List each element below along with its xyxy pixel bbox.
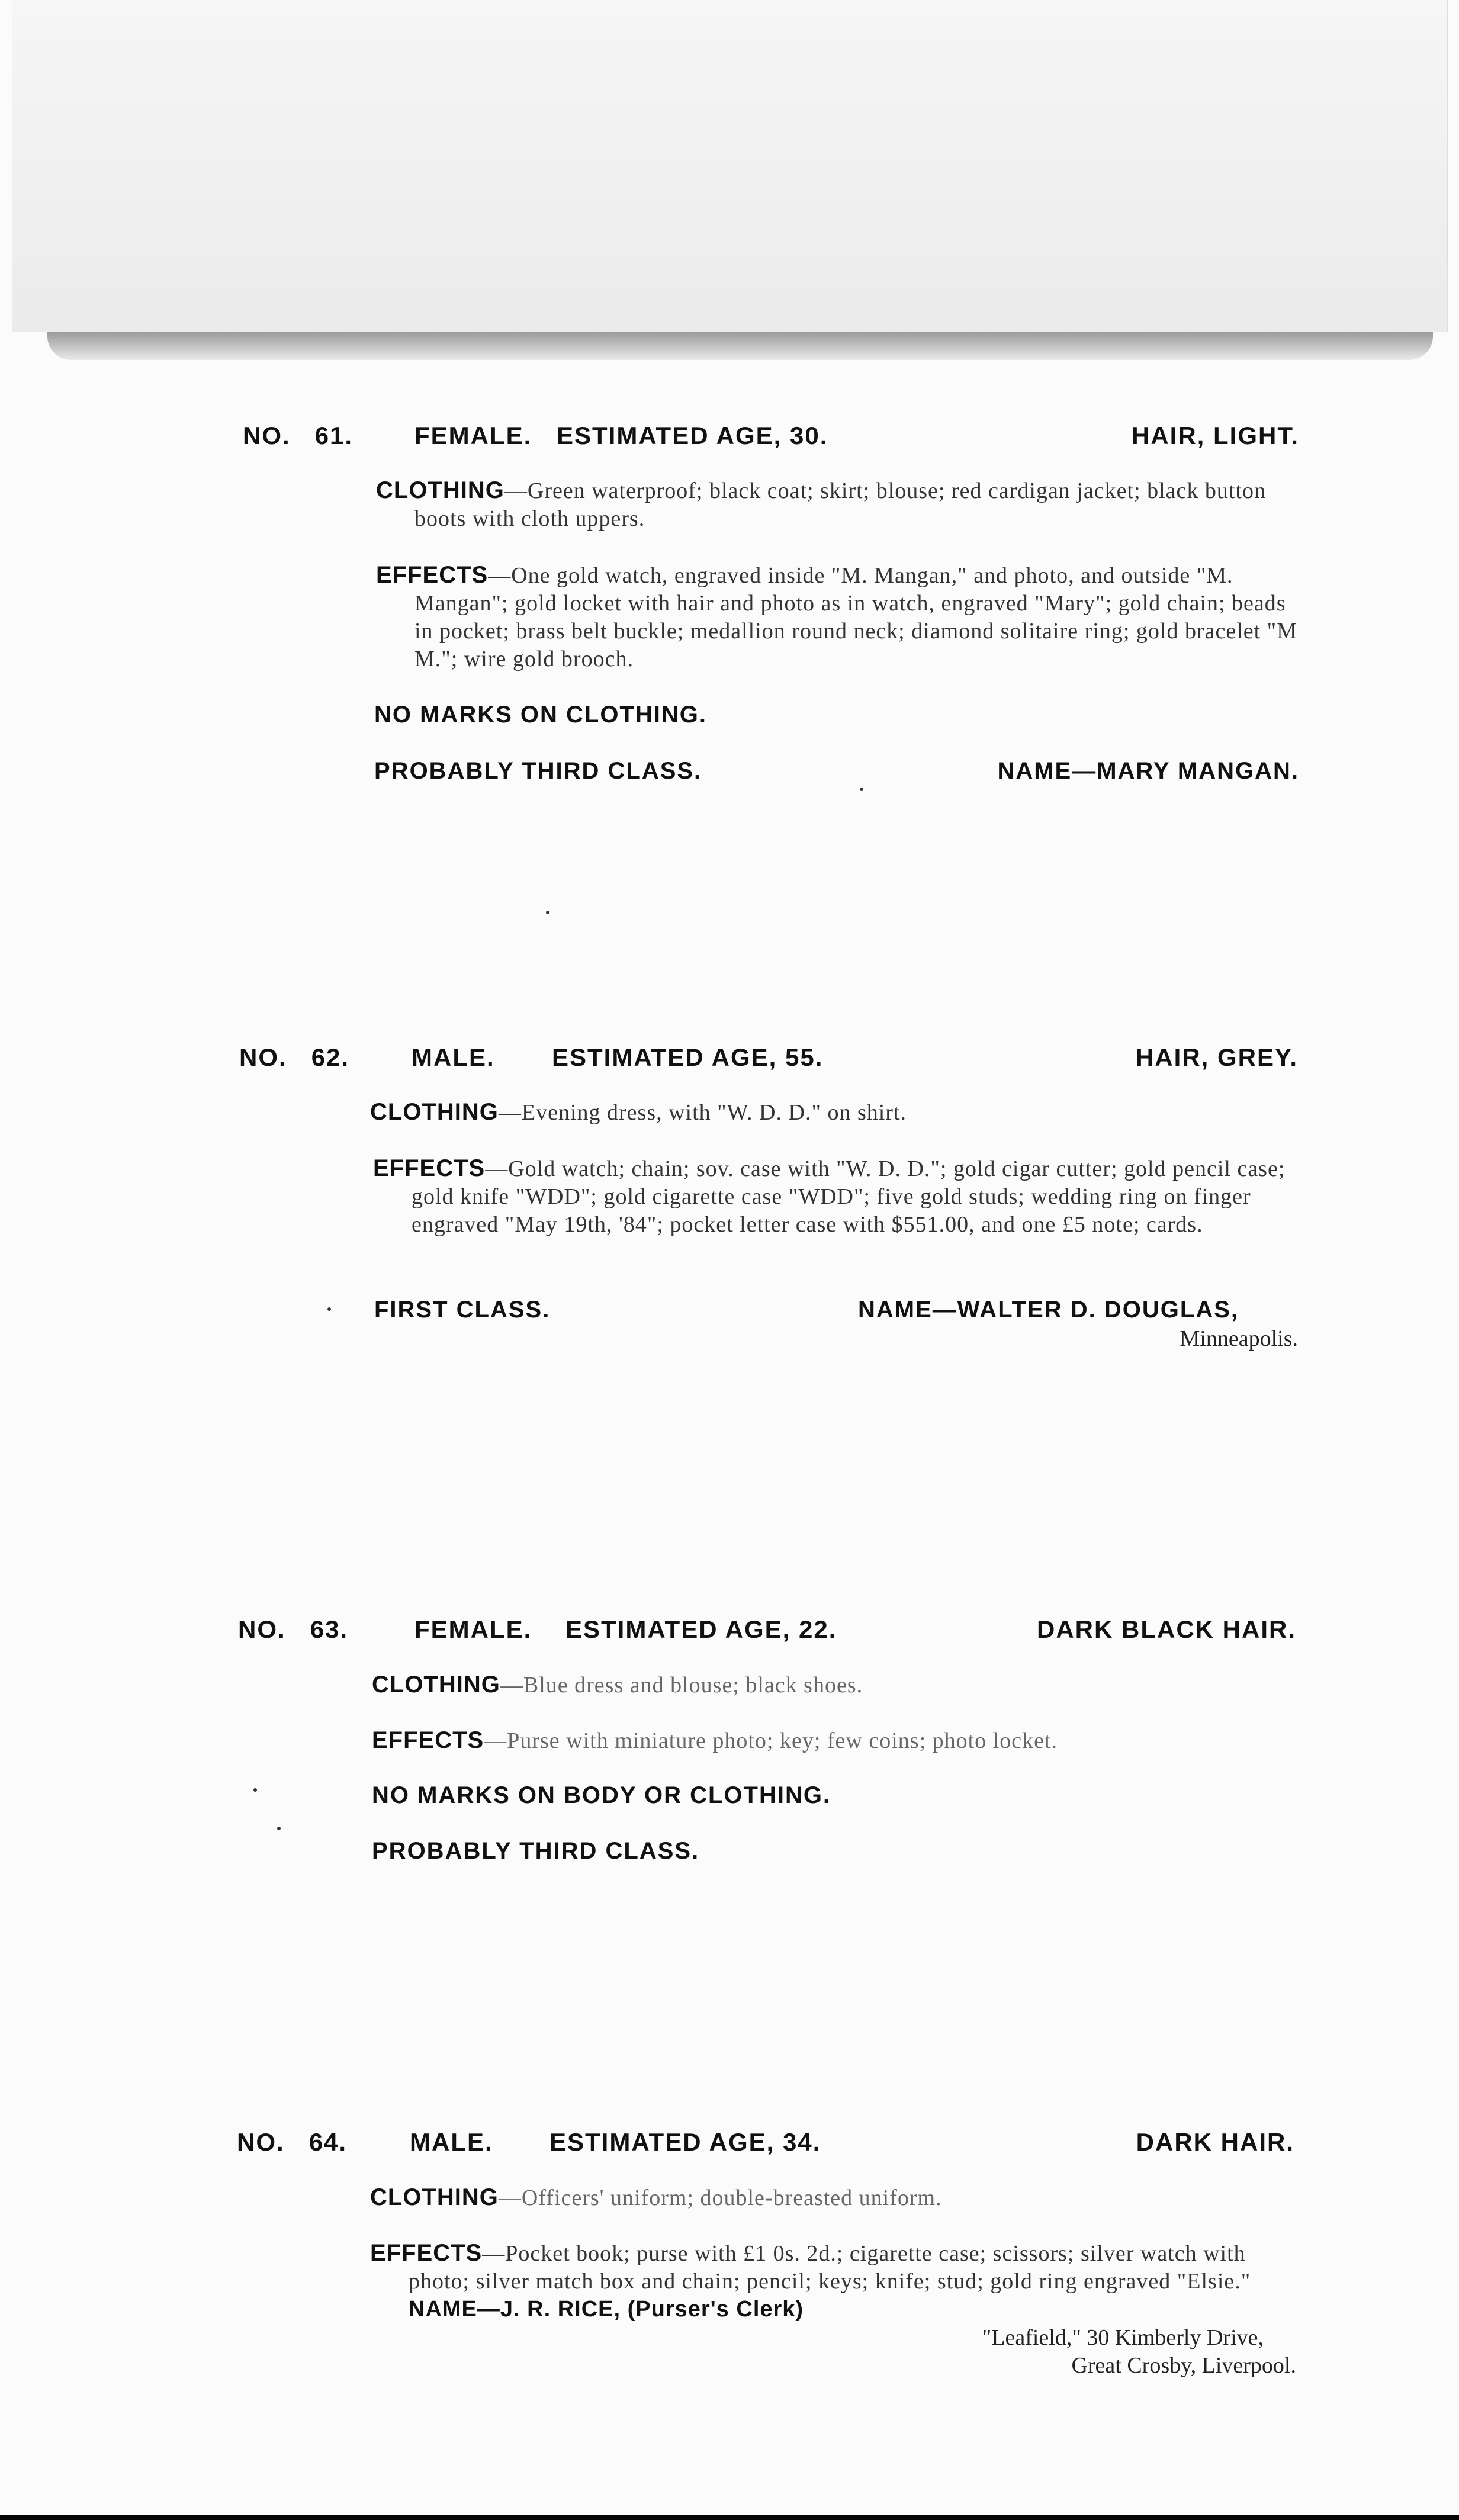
entry-name: NAME—MARY MANGAN. [997,758,1299,784]
clothing-label: CLOTHING [376,477,504,503]
ink-speck [546,911,549,914]
ink-speck [860,787,863,791]
effects-label: EFFECTS [373,1155,486,1181]
page-fold-shadow [47,332,1433,360]
effects-text: —One gold watch, engraved inside "M. Mangan," and photo, and outside "M. Mangan"; gold locket with hair and photo as in watch, engraved "Mary"; gold chain; beads in pocket; brass belt buckle; medallion round neck; diamond solitaire ring; gold bracelet "M M."; wire gold brooch. [414,563,1297,671]
entry-address: Minneapolis. [1180,1326,1298,1351]
entry-class: PROBABLY THIRD CLASS. [374,758,702,784]
entry-effects [370,2239,1297,2323]
clothing-text: —Green waterproof; black coat; skirt; blouse; red cardigan jacket; black button boots with cloth uppers. [414,478,1266,531]
entry-class: FIRST CLASS. [374,1297,551,1323]
entry-sex: FEMALE. [414,1615,532,1643]
page-tab [12,0,1448,332]
entry-hair: HAIR, LIGHT. [1132,422,1299,449]
entry-clothing [370,2184,1377,2212]
entry-age: ESTIMATED AGE, 22. [565,1615,837,1643]
entry-name: NAME—WALTER D. DOUGLAS, [857,1297,1239,1323]
entry-address-line-2: Great Crosby, Liverpool. [1071,2353,1296,2378]
entry-address-line-1: "Leafield," 30 Kimberly Drive, [982,2325,1264,2350]
entry-effects [376,561,1303,673]
entry-no-label: NO. 62. [239,1043,350,1071]
entry-hair: DARK HAIR. [1136,2128,1294,2156]
entry-marks: NO MARKS ON BODY OR CLOTHING. [372,1782,831,1808]
entry-sex: FEMALE. [414,422,532,449]
entry-effects [372,1727,1378,1755]
ink-speck [277,1827,281,1830]
entry-hair: HAIR, GREY. [1135,1043,1298,1071]
clothing-text: —Blue dress and blouse; black shoes. [500,1673,863,1698]
entry-number: 64. [308,2128,348,2156]
entry-clothing [372,1671,1378,1699]
clothing-label: CLOTHING [372,1672,500,1698]
clothing-text: —Evening dress, with "W. D. D." on shirt. [498,1100,907,1125]
scan-edge [0,2515,1459,2520]
effects-text: —Pocket book; purse with £1 0s. 2d.; cigarette case; scissors; silver watch with photo; silver match box and chain; pencil; keys; knife; stud; gold ring engraved "Elsie." [409,2241,1251,2294]
entry-number: 61. [314,422,353,449]
entry-sex: MALE. [410,2128,493,2156]
entry-marks: NO MARKS ON CLOTHING. [374,702,707,728]
entry-name: NAME—J. R. RICE, (Purser's Clerk) [409,2297,804,2322]
clothing-label: CLOTHING [370,2184,499,2210]
entry-no-label: NO. 64. [237,2128,348,2156]
ink-speck [327,1307,331,1311]
clothing-text: —Officers' uniform; double-breasted uniform. [498,2185,942,2210]
entry-clothing [370,1098,1297,1127]
entry-number: 62. [311,1043,350,1071]
entry-age: ESTIMATED AGE, 30. [557,422,828,449]
entry-class: PROBABLY THIRD CLASS. [372,1838,700,1864]
effects-label: EFFECTS [376,562,489,588]
effects-text: —Purse with miniature photo; key; few coins; photo locket. [484,1728,1058,1753]
entry-hair: DARK BLACK HAIR. [1037,1615,1296,1643]
effects-label: EFFECTS [370,2240,483,2266]
entry-effects [373,1155,1300,1239]
effects-label: EFFECTS [372,1727,484,1753]
effects-text: —Gold watch; chain; sov. case with "W. D. D."; gold cigar cutter; gold pencil case; gold knife "WDD"; gold cigarette case "WDD"; five gold studs; wedding ring on finger engraved "May 19th, '84"; pocket letter case with $551.00, and one £5 note; cards. [412,1156,1286,1237]
entry-clothing [376,477,1303,533]
entry-age: ESTIMATED AGE, 34. [549,2128,821,2156]
entry-age: ESTIMATED AGE, 55. [552,1043,824,1071]
clothing-label: CLOTHING [370,1099,499,1125]
ink-speck [253,1788,257,1792]
entry-number: 63. [310,1615,349,1643]
entry-no-label: NO. 63. [238,1615,349,1643]
entry-no-label: NO. 61. [243,422,353,449]
entry-sex: MALE. [412,1043,495,1071]
